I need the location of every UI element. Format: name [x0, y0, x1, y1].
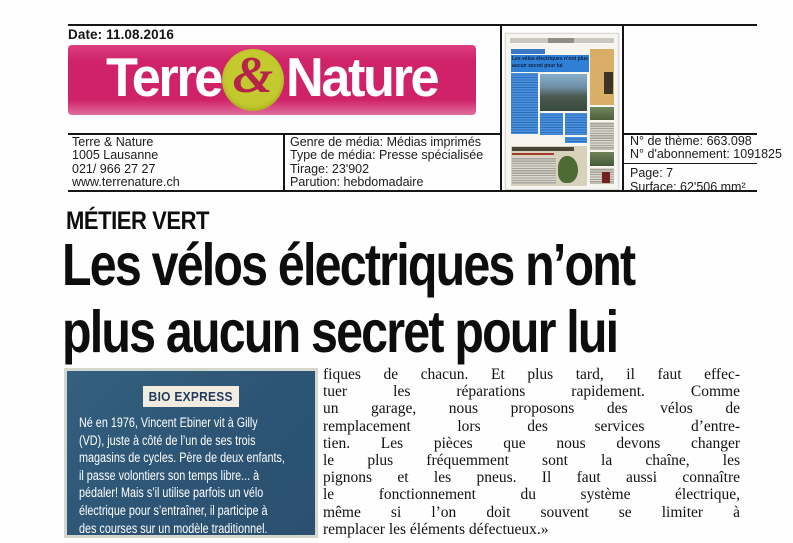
media-info — [290, 136, 483, 190]
article-title — [62, 232, 634, 366]
bio-line: Né en 1976, Vincent Ebiner vit à Gilly — [79, 415, 258, 430]
thumb-right-photo-1 — [590, 107, 614, 120]
publication-address: 1005 Lausanne — [72, 148, 159, 163]
top-rule — [68, 24, 757, 26]
ampersand-glyph: & — [232, 47, 274, 104]
body-line: tuer les réparations rapidement. Comme — [323, 383, 740, 401]
media-genre: Genre de média: Médias imprimés — [290, 135, 482, 149]
reference-info — [623, 134, 782, 194]
publication-info — [72, 136, 180, 190]
thumb-right-text-1 — [590, 122, 614, 150]
logo-word-terre: Terre — [105, 45, 221, 108]
bio-express-label-badge — [143, 386, 239, 407]
terre-et-nature-logo — [68, 45, 476, 115]
bio-line: il passe volontiers son temps libre... à — [79, 467, 260, 483]
article-title-line1: Les vélos électriques n’ont — [62, 232, 635, 298]
bio-line: des courses sur un modèle traditionnel. — [79, 520, 268, 536]
thumb-text-block-3 — [565, 137, 587, 143]
ref-abonnement: N° d'abonnement: 1091825 — [623, 148, 757, 164]
thumb-left-text-column — [511, 73, 538, 134]
thumb-bottom-text — [512, 157, 556, 184]
thumb-kicker-block — [511, 49, 545, 54]
publication-website: www.terrenature.ch — [72, 175, 180, 190]
body-line: pignons et les pneus. Il faut aussi connaître — [323, 469, 740, 487]
logo-word-nature: Nature — [285, 45, 438, 108]
ref-theme: N° de thème: 663.098 — [630, 134, 752, 148]
table-column-divider — [283, 133, 285, 190]
article-body-column — [323, 366, 740, 538]
bio-line: pédaler! Mais s’il utilise parfois un vélo — [79, 485, 264, 501]
body-line: remplacement lors des services d’entre- — [323, 417, 740, 435]
publication-name: Terre & Nature — [72, 135, 154, 149]
thumb-main-photo — [540, 74, 587, 111]
bio-line: (VD), juste à côté de l’un de ses trois — [79, 432, 256, 448]
clipping-date: Date: 11.08.2016 — [68, 27, 174, 42]
thumb-right-photo-2 — [590, 152, 614, 166]
body-line: le plus fréquemment sont la chaîne, les — [323, 452, 740, 470]
logo-ampersand-circle-icon — [222, 49, 284, 111]
body-line: un garage, nous proposons des vélos de — [323, 400, 740, 418]
table-vertical-rule-left-of-thumbnail — [500, 24, 502, 190]
bio-express-text — [79, 414, 315, 537]
thumb-orange-sidebar-photo — [604, 72, 613, 94]
ref-page: Page: 7 — [630, 166, 674, 181]
thumb-plant-image — [558, 156, 578, 183]
bio-express-box — [64, 368, 318, 538]
article-thumbnail — [505, 33, 619, 190]
body-line: remplacer les éléments défectueux.» — [323, 520, 549, 538]
bio-line: électrique pour s’entraîner, il participe à — [79, 502, 268, 518]
thumb-text-block-1 — [540, 113, 563, 135]
body-line: tien. Les pièces que nous devons changer — [323, 434, 740, 452]
media-type: Type de média: Presse spécialisée — [290, 148, 484, 163]
body-line: même si l’on doit souvent se limiter à — [323, 503, 740, 521]
thumb-title: Les vélos électriques n’ont plus aucun secret pour lui — [511, 55, 589, 72]
publication-phone: 021/ 966 27 27 — [72, 161, 156, 176]
article-title-line2: plus aucun secret pour lui — [62, 299, 618, 365]
thumb-header-title — [548, 38, 574, 43]
thumb-bottom-subhead — [512, 153, 554, 155]
bio-express-label: BIO EXPRESS — [148, 389, 234, 404]
article-kicker: MÉTIER VERT — [66, 207, 210, 235]
thumb-red-stamp — [602, 172, 610, 183]
thumb-bottom-header — [512, 147, 574, 151]
media-parution: Parution: hebdomadaire — [290, 175, 424, 190]
ref-surface: Surface: 62'506 mm² — [630, 179, 746, 194]
body-line: le fonctionnement du système électrique, — [323, 486, 740, 504]
thumb-text-block-2 — [565, 113, 587, 135]
body-line: fiques de chacun. Et plus tard, il faut effec- — [323, 366, 740, 383]
media-tirage: Tirage: 23'902 — [290, 161, 370, 176]
bio-line: magasins de cycles. Père de deux enfants, — [79, 450, 285, 466]
